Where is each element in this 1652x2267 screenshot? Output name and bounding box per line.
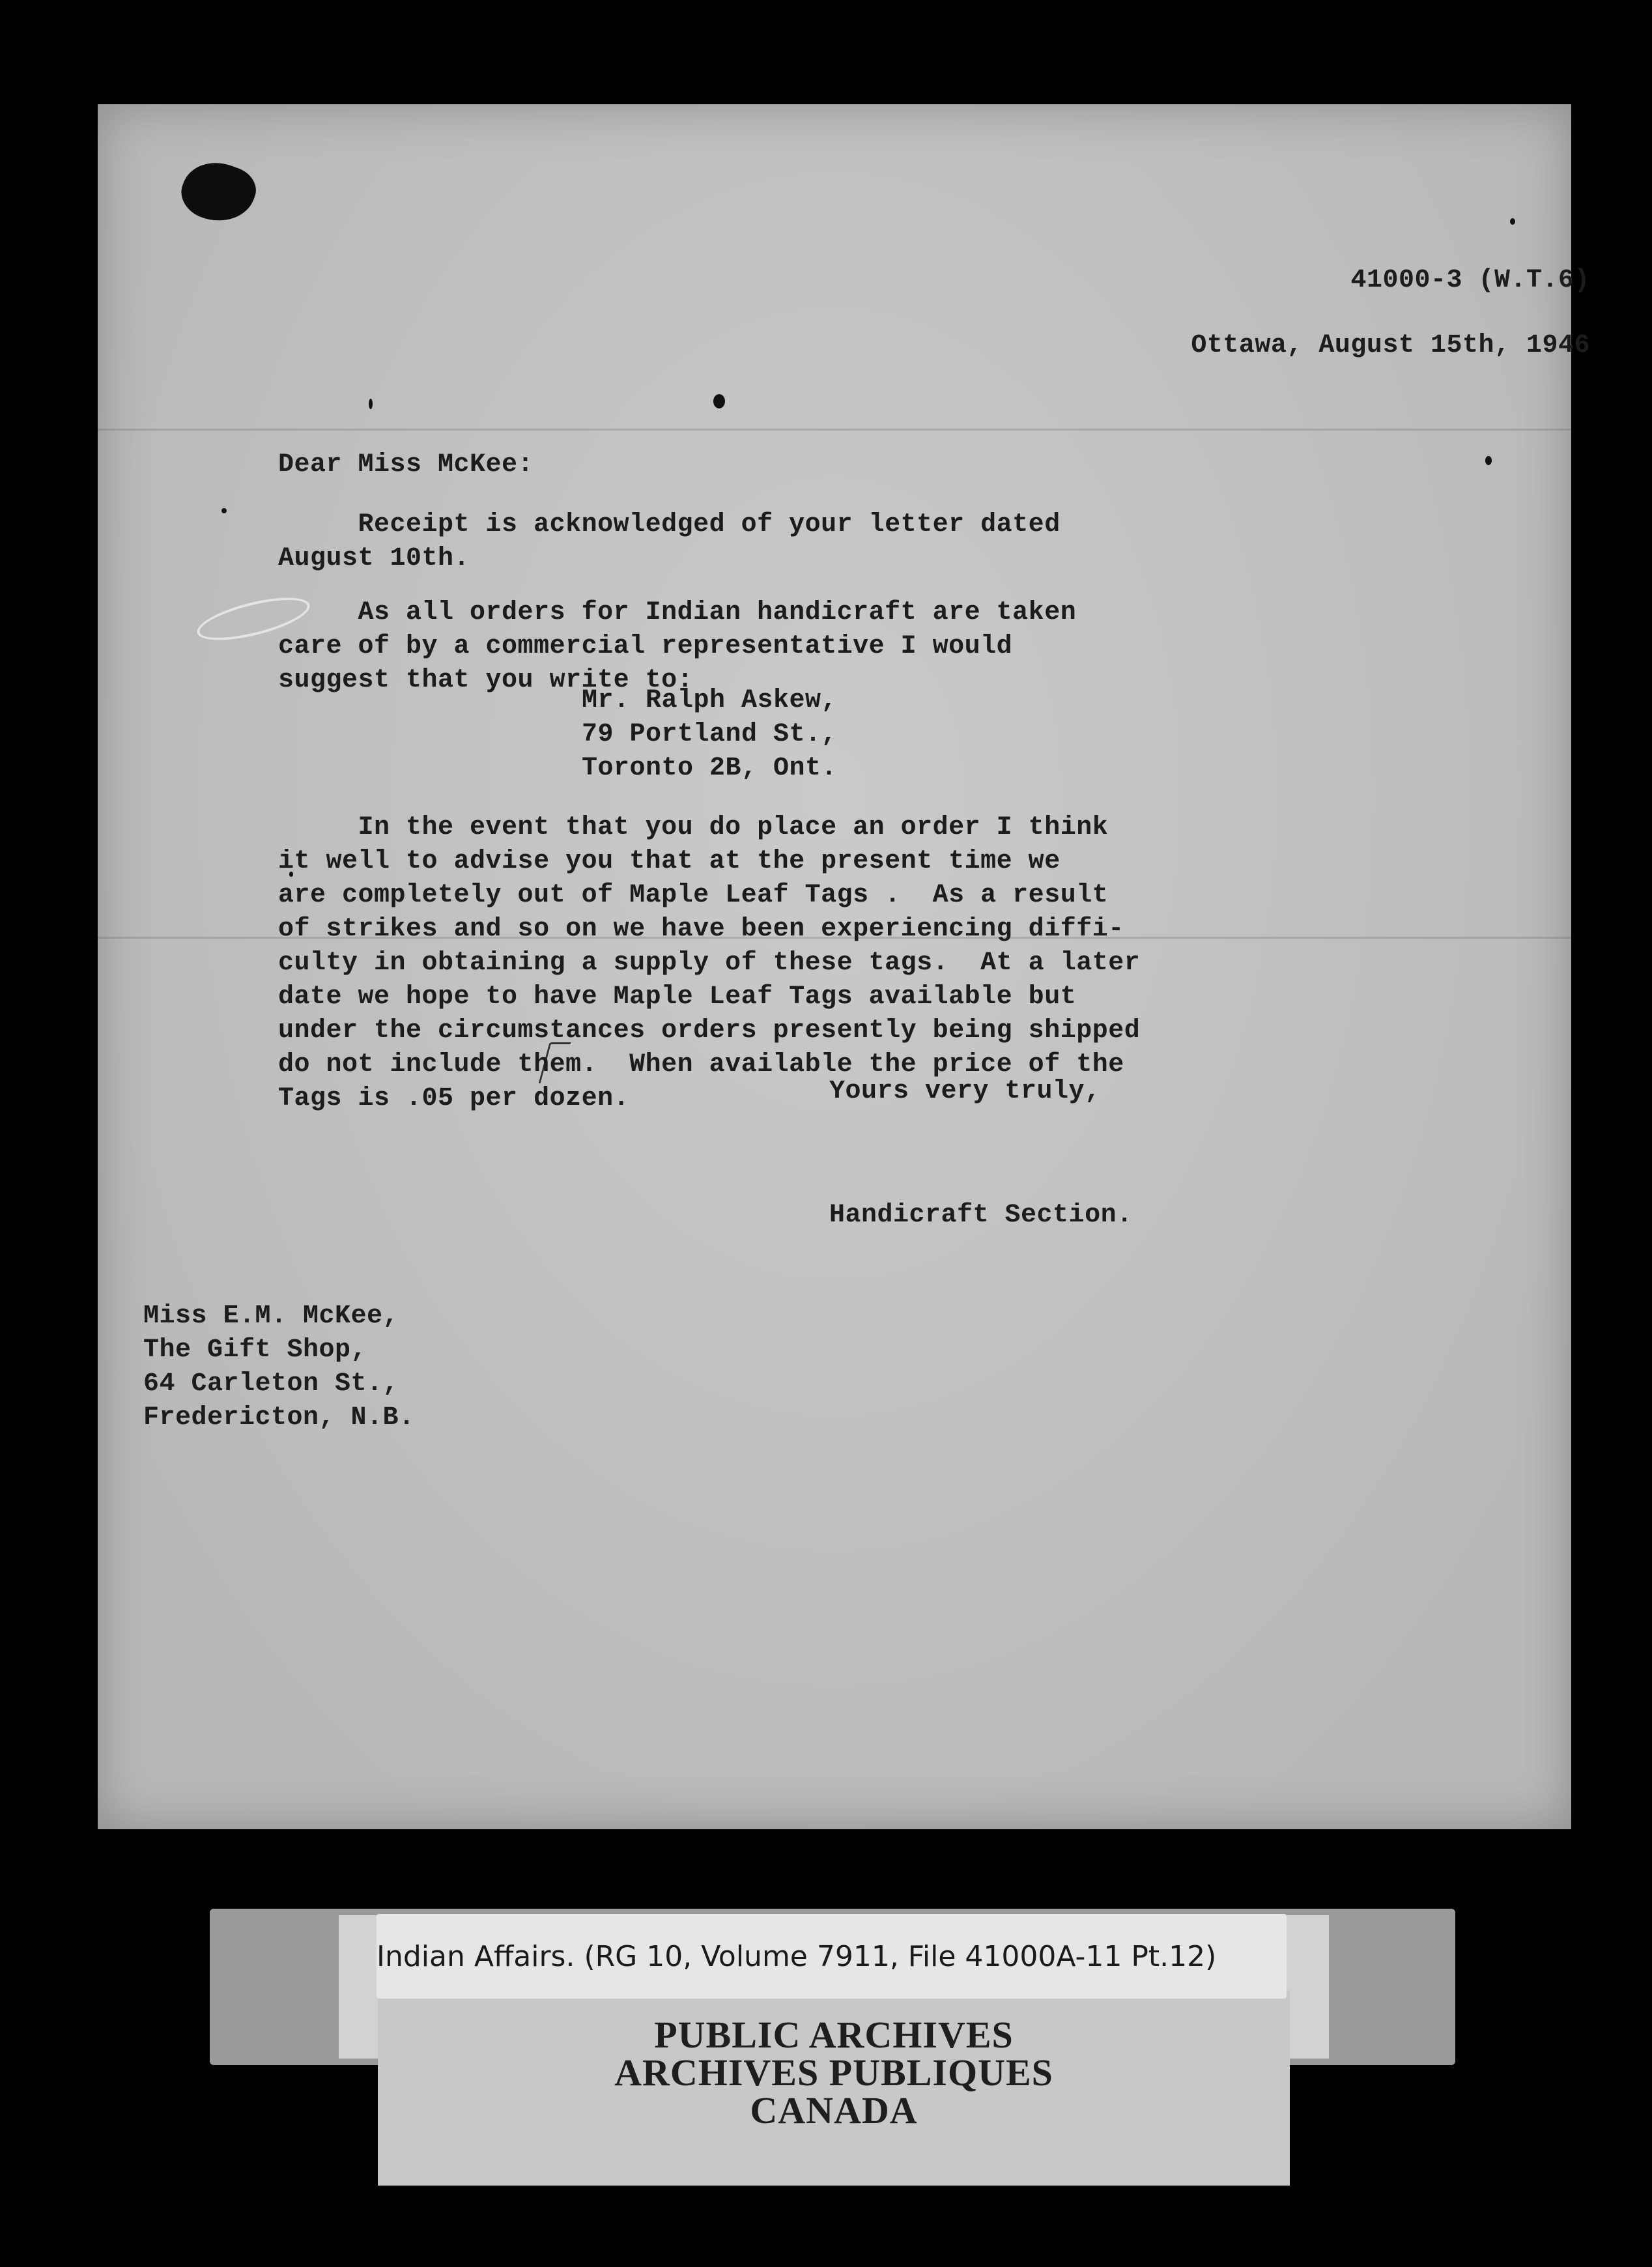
speck [1510,218,1515,225]
stamp-line-archives-publiques: ARCHIVES PUBLIQUES [614,2051,1053,2094]
archive-reference-card [377,1914,1287,1999]
salutation: Dear Miss McKee: [278,450,534,479]
archive-reference: Indian Affairs. (RG 10, Volume 7911, File 41000A-11 Pt.12) [377,1939,1217,1973]
letter-date: Ottawa, August 15th, 1946 [1191,331,1590,360]
stamp-line-canada: CANADA [750,2089,918,2132]
fold-line [98,429,1571,431]
speck [713,394,725,408]
representative-address: Mr. Ralph Askew, 79 Portland St., Toronto 2B, Ont. [582,686,838,783]
speck [1485,456,1492,465]
archive-stamp [378,1990,1290,2186]
speck [369,399,373,409]
file-reference: 41000-3 (W.T.6) [1350,266,1590,295]
speck [221,508,227,513]
closing: Yours very truly, [829,1077,1101,1106]
stamp-line-public-archives: PUBLIC ARCHIVES [654,2014,1014,2056]
paragraph-maple-leaf-tags: In the event that you do place an order I think it well to advise you that at the present time we are completely out of Maple Leaf Tags . As a result of strikes and so on we have been experiencing diffi- culty in obtaining a supply of these tags. At a later date we hope to have Maple Leaf Tags available but under the circumstances orders presently being shipped do not include them. When available the price of the Tags is .05 per dozen. [278,813,1141,1113]
paragraph-referral: As all orders for Indian handicraft are taken care of by a commercial representative I would suggest that you write to: [278,598,1077,695]
paragraph-acknowledgement: Receipt is acknowledged of your letter dated August 10th. [278,510,1061,573]
signature: Handicraft Section. [829,1201,1133,1230]
recipient-address: Miss E.M. McKee, The Gift Shop, 64 Carleton St., Fredericton, N.B. [143,1302,415,1433]
